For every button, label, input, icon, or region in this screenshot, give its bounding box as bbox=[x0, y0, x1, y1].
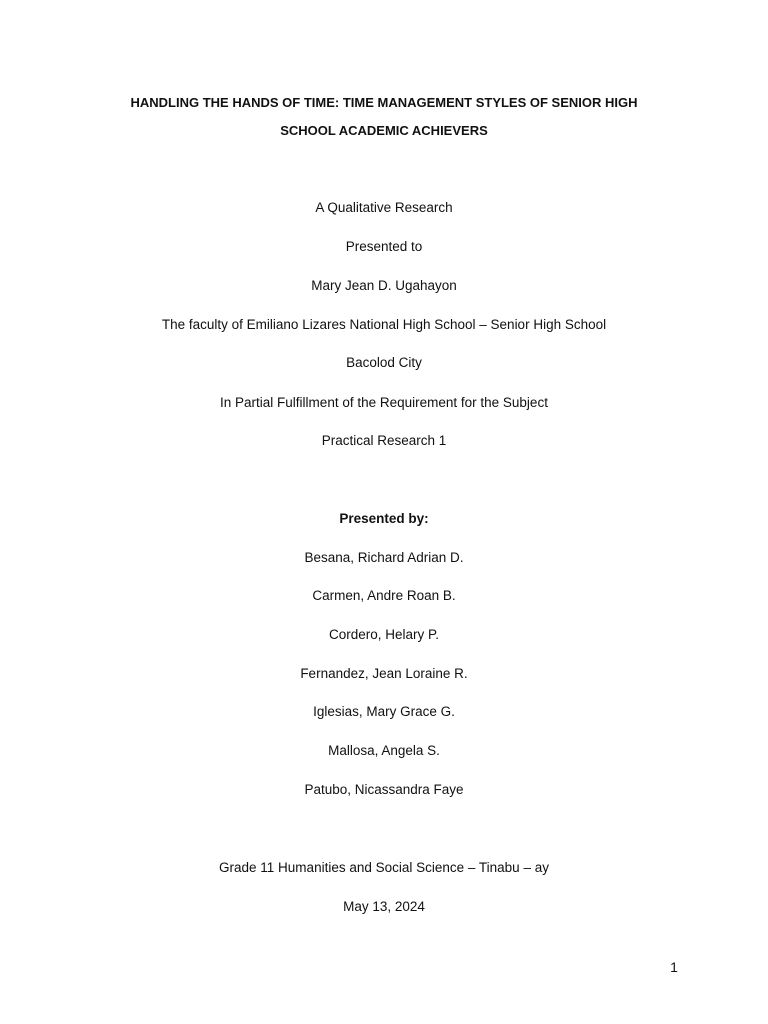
fulfillment-line: In Partial Fulfillment of the Requirement for the Subject bbox=[220, 395, 548, 410]
author-name: Patubo, Nicassandra Faye bbox=[304, 782, 464, 797]
author-name: Carmen, Andre Roan B. bbox=[312, 588, 456, 603]
author-name: Mallosa, Angela S. bbox=[328, 743, 440, 758]
author-name: Cordero, Helary P. bbox=[328, 627, 440, 642]
page-number: 1 bbox=[670, 959, 678, 975]
author-name: Fernandez, Jean Loraine R. bbox=[300, 666, 468, 681]
faculty-line: The faculty of Emiliano Lizares National High School – Senior High School bbox=[161, 317, 607, 332]
date-line: May 13, 2024 bbox=[343, 899, 425, 914]
title-line-2: SCHOOL ACADEMIC ACHIEVERS bbox=[280, 123, 488, 138]
presented-to-label: Presented to bbox=[345, 239, 423, 254]
title-line-1: HANDLING THE HANDS OF TIME: TIME MANAGEMENT STYLES OF SENIOR HIGH bbox=[130, 95, 638, 110]
subject-line: Practical Research 1 bbox=[321, 433, 447, 448]
research-type: A Qualitative Research bbox=[315, 200, 453, 215]
city-line: Bacolod City bbox=[346, 355, 422, 370]
grade-section-line: Grade 11 Humanities and Social Science – Tinabu – ay bbox=[219, 860, 549, 875]
adviser-name: Mary Jean D. Ugahayon bbox=[311, 278, 457, 293]
presented-by-label: Presented by: bbox=[339, 511, 429, 526]
author-name: Iglesias, Mary Grace G. bbox=[313, 704, 455, 719]
author-name: Besana, Richard Adrian D. bbox=[304, 550, 464, 565]
